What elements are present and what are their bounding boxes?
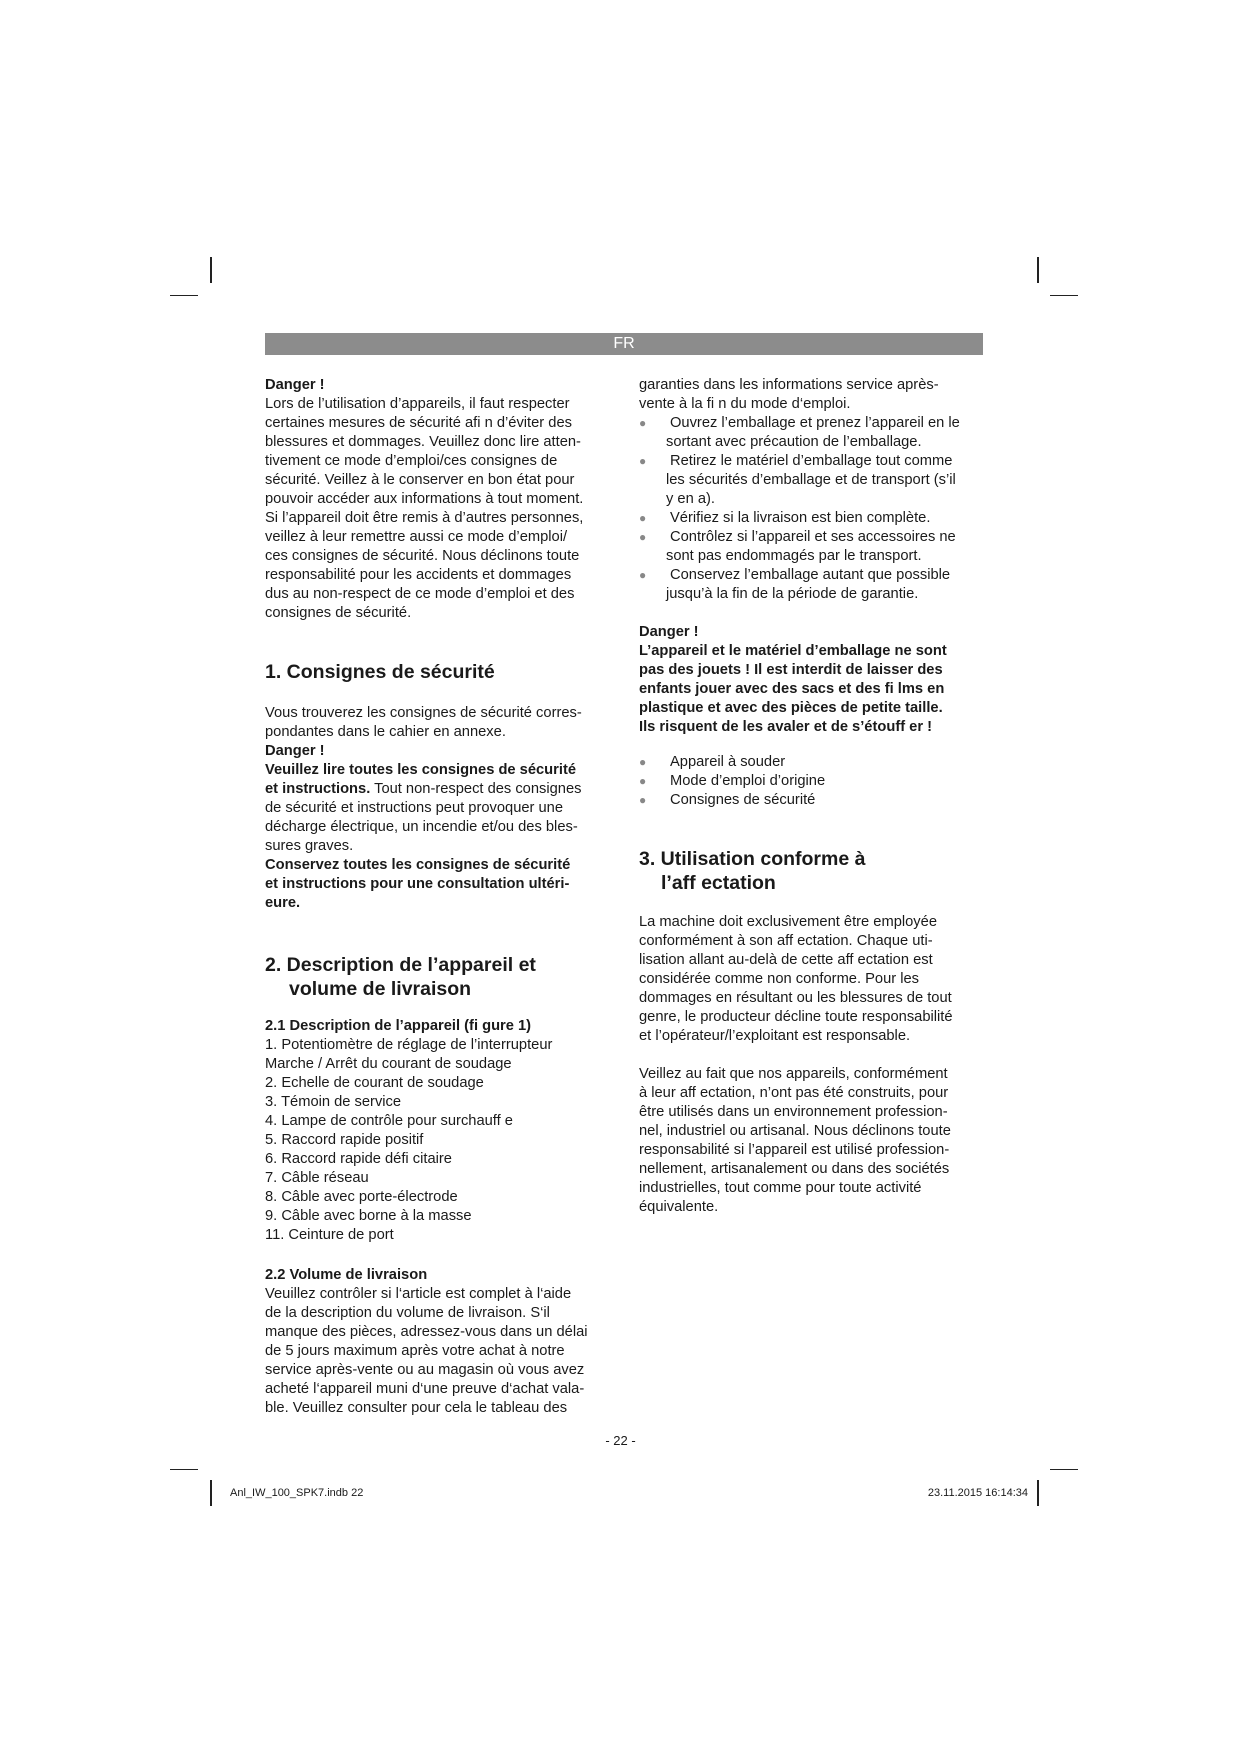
bullet-text: y en a). bbox=[666, 491, 715, 507]
list-item: 3. Témoin de service bbox=[265, 1094, 402, 1110]
bullet-text: jusqu’à la fin de la période de garantie. bbox=[666, 586, 919, 602]
section-3-line: lisation allant au-delà de cette aff ectation est bbox=[639, 952, 933, 968]
list-item: 8. Câble avec porte-électrode bbox=[265, 1189, 458, 1205]
danger-line: plastique et avec des pièces de petite taille. bbox=[639, 700, 943, 716]
intro-line: Lors de l’utilisation d’appareils, il faut respecter bbox=[265, 396, 570, 412]
language-header-bar bbox=[265, 333, 983, 355]
bullet-text: Ouvrez l’emballage et prenez l’appareil en le bbox=[670, 415, 960, 431]
bullet-text: Consignes de sécurité bbox=[670, 792, 816, 808]
crop-mark bbox=[210, 1480, 212, 1506]
section-3-line: équivalente. bbox=[639, 1199, 719, 1215]
section-1-bold-line: et instructions pour une consultation ultéri- bbox=[265, 876, 570, 892]
bullet-text: Mode d’emploi d’origine bbox=[670, 773, 826, 789]
section-3-line: dommages en résultant ou les blessures de tout bbox=[639, 990, 952, 1006]
danger-line: Ils risquent de les avaler et de s’étouff er ! bbox=[639, 719, 933, 735]
section-1-line: de sécurité et instructions peut provoquer une bbox=[265, 800, 564, 816]
bullet-text: sont pas endommagés par le transport. bbox=[666, 548, 922, 564]
section-2-title: volume de livraison bbox=[289, 978, 472, 1000]
section-3-line: nellement, artisanalement ou dans des sociétés bbox=[639, 1161, 950, 1177]
continued-line: garanties dans les informations service après- bbox=[639, 377, 939, 393]
section-3-line: industrielles, tout comme pour toute activité bbox=[639, 1180, 922, 1196]
section-3-line: conformément à son aff ectation. Chaque uti- bbox=[639, 933, 933, 949]
section-1-bold-line: eure. bbox=[265, 895, 301, 911]
section-3-line: considérée comme non conforme. Pour les bbox=[639, 971, 920, 987]
subsection-2-2-title: 2.2 Volume de livraison bbox=[265, 1267, 428, 1283]
danger-label: Danger ! bbox=[639, 624, 699, 640]
list-item: 5. Raccord rapide positif bbox=[265, 1132, 424, 1148]
bullet-text: Vérifiez si la livraison est bien complète. bbox=[670, 510, 931, 526]
section-2-line: de 5 jours maximum après votre achat à notre bbox=[265, 1343, 565, 1359]
intro-line: blessures et dommages. Veuillez donc lire atten- bbox=[265, 434, 581, 450]
continued-line: vente à la fi n du mode d‘emploi. bbox=[639, 396, 851, 412]
intro-line: consignes de sécurité. bbox=[265, 605, 412, 621]
page-number: - 22 - bbox=[605, 1433, 636, 1448]
danger-label: Danger ! bbox=[265, 743, 325, 759]
section-1-line: pondantes dans le cahier en annexe. bbox=[265, 724, 506, 740]
section-2-line: manque des pièces, adressez-vous dans un délai bbox=[265, 1324, 588, 1340]
intro-line: ces consignes de sécurité. Nous déclinons toute bbox=[265, 548, 580, 564]
language-label: FR bbox=[613, 335, 635, 352]
section-3-line: genre, le producteur décline toute responsabilité bbox=[639, 1009, 953, 1025]
bullet-text: Appareil à souder bbox=[670, 754, 786, 770]
bullet-icon: ● bbox=[639, 530, 647, 544]
crop-mark bbox=[1037, 257, 1039, 283]
intro-line: sécurité. Veillez à le conserver en bon état pour bbox=[265, 472, 575, 488]
bold-run: et instructions. bbox=[265, 781, 371, 797]
section-3-line: Veillez au fait que nos appareils, conformément bbox=[639, 1066, 948, 1082]
section-3-line: responsabilité si l’appareil est utilisé profession- bbox=[639, 1142, 950, 1158]
danger-line: enfants jouer avec des sacs et des fi lms en bbox=[639, 681, 945, 697]
intro-line: tivement ce mode d’emploi/ces consignes de bbox=[265, 453, 558, 469]
section-1-line: décharge électrique, un incendie et/ou des bles- bbox=[265, 819, 578, 835]
bullet-text: les sécurités d’emballage et de transport (s’il bbox=[666, 472, 956, 488]
intro-line: veillez à leur remettre aussi ce mode d’emploi/ bbox=[265, 529, 568, 545]
list-item: 7. Câble réseau bbox=[265, 1170, 369, 1186]
intro-line: pouvoir accéder aux informations à tout moment. bbox=[265, 491, 584, 507]
danger-label: Danger ! bbox=[265, 377, 325, 393]
section-2-line: ble. Veuillez consulter pour cela le tableau des bbox=[265, 1400, 568, 1416]
crop-mark bbox=[170, 1469, 198, 1470]
bullet-text: Contrôlez si l’appareil et ses accessoires ne bbox=[670, 529, 956, 545]
bullet-text: Retirez le matériel d’emballage tout comme bbox=[670, 453, 953, 469]
bullet-icon: ● bbox=[639, 774, 647, 788]
section-1-title: 1. Consignes de sécurité bbox=[265, 661, 495, 683]
section-3-line: La machine doit exclusivement être employée bbox=[639, 914, 937, 930]
list-item: 1. Potentiomètre de réglage de l’interrupteur bbox=[265, 1037, 553, 1053]
list-item: Marche / Arrêt du courant de soudage bbox=[265, 1056, 512, 1072]
section-1-line: sures graves. bbox=[265, 838, 354, 854]
list-item: 2. Echelle de courant de soudage bbox=[265, 1075, 484, 1091]
section-3-line: nel, industriel ou artisanal. Nous déclinons toute bbox=[639, 1123, 951, 1139]
bullet-icon: ● bbox=[639, 793, 647, 807]
text-run: Tout non-respect des consignes bbox=[370, 781, 582, 797]
section-2-line: acheté l‘appareil muni d‘une preuve d‘achat vala- bbox=[265, 1381, 585, 1397]
section-1-line: Vous trouverez les consignes de sécurité corres- bbox=[265, 705, 582, 721]
intro-line: dus au non-respect de ce mode d’emploi et des bbox=[265, 586, 575, 602]
crop-mark bbox=[210, 257, 212, 283]
section-2-line: service après-vente ou au magasin où vous avez bbox=[265, 1362, 585, 1378]
bullet-text: Conservez l’emballage autant que possible bbox=[670, 567, 951, 583]
crop-mark bbox=[1050, 295, 1078, 296]
crop-mark bbox=[1037, 1480, 1039, 1506]
section-2-line: de la description du volume de livraison. S‘il bbox=[265, 1305, 550, 1321]
section-2-title: 2. Description de l’appareil et bbox=[265, 954, 536, 976]
section-3-title: l’aff ectation bbox=[661, 872, 776, 894]
crop-mark bbox=[170, 295, 198, 296]
section-3-line: être utilisés dans un environnement profession- bbox=[639, 1104, 948, 1120]
bullet-text: sortant avec précaution de l’emballage. bbox=[666, 434, 922, 450]
bullet-icon: ● bbox=[639, 454, 647, 468]
bullet-icon: ● bbox=[639, 755, 647, 769]
bullet-icon: ● bbox=[639, 416, 647, 430]
section-3-title: 3. Utilisation conforme à bbox=[639, 848, 866, 870]
section-1-bold-line: Conservez toutes les consignes de sécurité bbox=[265, 857, 571, 873]
list-item: 4. Lampe de contrôle pour surchauff e bbox=[265, 1113, 513, 1129]
section-1-mixed-line bbox=[265, 780, 581, 799]
list-item: 11. Ceinture de port bbox=[265, 1227, 394, 1243]
danger-line: pas des jouets ! Il est interdit de laisser des bbox=[639, 662, 943, 678]
list-item: 9. Câble avec borne à la masse bbox=[265, 1208, 472, 1224]
section-2-line: Veuillez contrôler si l‘article est complet à l‘aide bbox=[265, 1286, 572, 1302]
intro-line: certaines mesures de sécurité afi n d’éviter des bbox=[265, 415, 572, 431]
danger-line: L’appareil et le matériel d’emballage ne sont bbox=[639, 643, 947, 659]
intro-line: responsabilité pour les accidents et dommages bbox=[265, 567, 572, 583]
section-1-bold-line: Veuillez lire toutes les consignes de sécurité bbox=[265, 762, 577, 778]
footer-file: Anl_IW_100_SPK7.indb 22 bbox=[230, 1487, 364, 1499]
list-item: 6. Raccord rapide défi citaire bbox=[265, 1151, 452, 1167]
crop-mark bbox=[1050, 1469, 1078, 1470]
section-3-line: et l’opérateur/l’exploitant est responsable. bbox=[639, 1028, 911, 1044]
footer-datetime: 23.11.2015 16:14:34 bbox=[927, 1487, 1028, 1499]
bullet-icon: ● bbox=[639, 511, 647, 525]
section-3-line: à leur aff ectation, n’ont pas été construits, pour bbox=[639, 1085, 949, 1101]
intro-line: Si l’appareil doit être remis à d’autres personnes, bbox=[265, 510, 584, 526]
bullet-icon: ● bbox=[639, 568, 647, 582]
subsection-2-1-title: 2.1 Description de l’appareil (fi gure 1) bbox=[265, 1018, 532, 1034]
